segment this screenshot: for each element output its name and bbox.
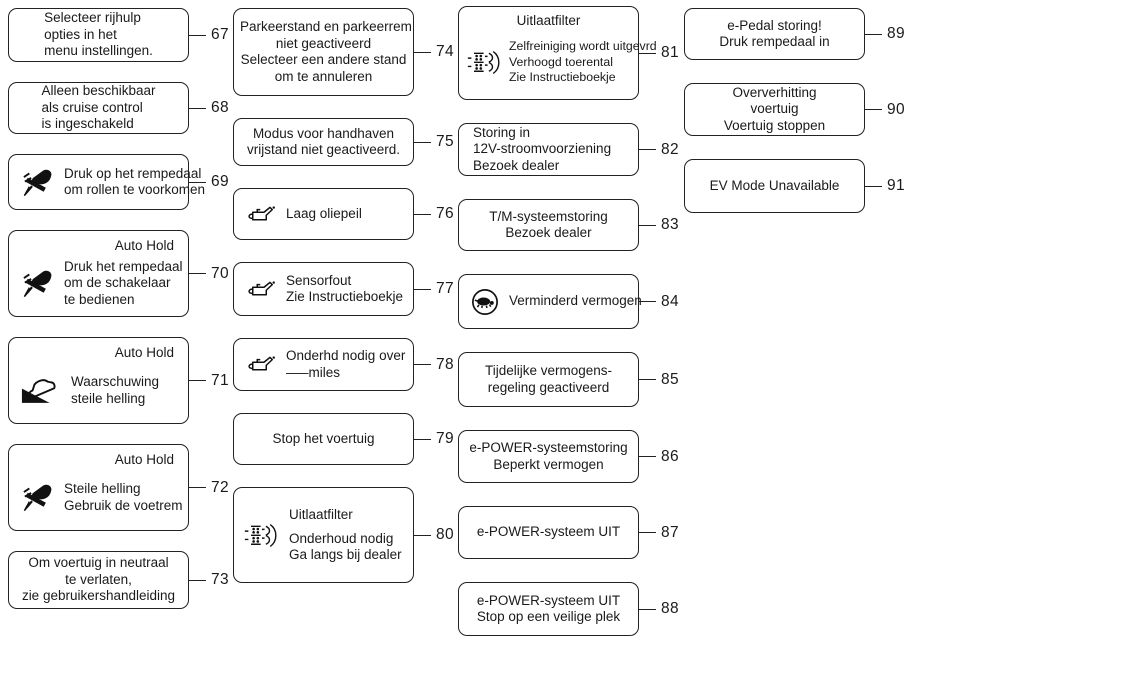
leader-line bbox=[414, 142, 431, 143]
message-line: ‒‒‒miles bbox=[286, 364, 341, 380]
box-body bbox=[15, 254, 182, 313]
box-body bbox=[465, 586, 632, 632]
leader-line bbox=[189, 487, 206, 488]
message-line: Bezoek dealer bbox=[505, 225, 592, 240]
message-line: Zie Instructieboekje bbox=[286, 289, 404, 304]
callout-number: 86 bbox=[661, 447, 680, 465]
exhaust-filter-icon bbox=[244, 522, 279, 549]
leader-line bbox=[639, 53, 656, 54]
message-line: Bezoek dealer bbox=[473, 157, 560, 173]
callout-number: 90 bbox=[887, 100, 906, 118]
message-line: e-POWER-systeem UIT bbox=[476, 592, 621, 608]
message-line: Verhoogd toerental bbox=[509, 54, 613, 69]
message-line: voertuig bbox=[750, 101, 799, 117]
message-line: Laag oliepeil bbox=[286, 205, 362, 221]
callout-number: 84 bbox=[661, 292, 680, 310]
callout-number: 87 bbox=[661, 523, 680, 541]
message-line: EV Mode Unavailable bbox=[709, 177, 840, 193]
box-body bbox=[240, 122, 407, 162]
message-box bbox=[233, 262, 414, 316]
message-box bbox=[233, 8, 414, 96]
message-row bbox=[233, 188, 454, 240]
message-text bbox=[41, 83, 155, 133]
box-body bbox=[15, 468, 182, 527]
car-on-slope-icon bbox=[21, 376, 61, 405]
box-body bbox=[15, 158, 206, 206]
brake-pedal-icon bbox=[21, 483, 54, 512]
message-text bbox=[465, 363, 632, 396]
message-line: is ingeschakeld bbox=[41, 116, 134, 132]
box-body bbox=[465, 278, 642, 325]
box-body bbox=[691, 163, 858, 209]
callout-number: 73 bbox=[211, 571, 230, 588]
message-text bbox=[691, 178, 858, 195]
message-line: te verlaten, bbox=[65, 571, 132, 587]
message-row bbox=[458, 199, 679, 251]
message-row bbox=[8, 8, 229, 62]
message-line: e-POWER-systeemstoring bbox=[469, 440, 628, 455]
message-text bbox=[691, 85, 858, 135]
message-row bbox=[233, 8, 454, 96]
message-box bbox=[458, 352, 639, 407]
column-2 bbox=[233, 8, 454, 583]
box-body bbox=[15, 361, 182, 420]
leader-line bbox=[189, 182, 206, 183]
message-text bbox=[691, 18, 858, 51]
message-line: te bedienen bbox=[64, 291, 135, 307]
leader-line bbox=[414, 52, 431, 53]
callout-number: 81 bbox=[661, 44, 680, 61]
message-line: als cruise control bbox=[41, 99, 143, 115]
message-line: T/M-systeemstoring bbox=[489, 208, 608, 224]
leader-line bbox=[414, 439, 431, 440]
message-text bbox=[289, 507, 402, 564]
box-body bbox=[240, 417, 407, 461]
box-body bbox=[240, 266, 407, 312]
message-row bbox=[458, 430, 679, 483]
oil-can-icon bbox=[246, 356, 276, 373]
message-line: Parkeerstand en parkeerrem bbox=[240, 19, 412, 34]
leader-line bbox=[865, 186, 882, 187]
callout-number: 85 bbox=[661, 370, 680, 388]
message-text bbox=[64, 259, 183, 309]
message-text bbox=[465, 593, 632, 626]
oil-can-icon bbox=[246, 206, 276, 223]
callout-number: 88 bbox=[661, 600, 680, 617]
message-text bbox=[465, 209, 632, 242]
message-text bbox=[240, 19, 412, 85]
message-line: Druk rempedaal in bbox=[719, 34, 830, 49]
message-line: Alleen beschikbaar bbox=[41, 83, 156, 99]
message-row bbox=[684, 159, 905, 213]
message-line: om rollen te voorkomen bbox=[64, 182, 206, 197]
message-box bbox=[684, 83, 865, 136]
message-line: Voertuig stoppen bbox=[723, 117, 826, 133]
message-line: niet geactiveerd bbox=[275, 35, 372, 51]
leader-line bbox=[414, 214, 431, 215]
callout-number: 91 bbox=[887, 177, 906, 194]
message-line: Selecteer een andere stand bbox=[240, 52, 407, 67]
box-body bbox=[15, 12, 182, 58]
message-box bbox=[458, 506, 639, 559]
callout-number: 77 bbox=[436, 280, 455, 297]
oil-can-icon bbox=[246, 281, 276, 298]
leader-line bbox=[189, 380, 206, 381]
box-body bbox=[465, 124, 632, 173]
message-line: Sensorfout bbox=[286, 272, 352, 288]
message-row bbox=[233, 262, 454, 316]
callout-number: 82 bbox=[661, 140, 680, 158]
message-text bbox=[286, 348, 405, 381]
column-3 bbox=[458, 6, 679, 636]
message-box bbox=[684, 8, 865, 60]
message-line: opties in het bbox=[44, 26, 117, 42]
box-title: Uitlaatfilter bbox=[289, 506, 353, 522]
callout-number: 83 bbox=[661, 216, 680, 233]
box-body bbox=[691, 84, 858, 133]
box-body bbox=[240, 491, 407, 579]
callout-number: 74 bbox=[436, 43, 455, 60]
box-body bbox=[465, 356, 632, 403]
callout-number: 80 bbox=[436, 526, 455, 543]
message-line: Druk het rempedaal bbox=[64, 258, 183, 274]
message-text bbox=[286, 273, 403, 306]
message-text bbox=[240, 431, 407, 448]
message-box bbox=[8, 337, 189, 424]
box-body bbox=[465, 203, 632, 247]
leader-line bbox=[639, 301, 656, 302]
box-body bbox=[240, 12, 412, 92]
message-box bbox=[8, 82, 189, 134]
message-line: Verminderd vermogen bbox=[509, 293, 642, 309]
message-box bbox=[8, 444, 189, 531]
message-text bbox=[64, 481, 183, 514]
box-body bbox=[15, 555, 182, 605]
box-body bbox=[691, 12, 858, 56]
message-line: Waarschuwing bbox=[71, 374, 160, 389]
box-header: Uitlaatfilter bbox=[516, 13, 581, 28]
callout-number: 89 bbox=[887, 25, 906, 42]
message-line: Onderhd nodig over bbox=[286, 348, 406, 363]
message-line: Beperkt vermogen bbox=[493, 456, 604, 472]
box-body bbox=[15, 83, 182, 132]
message-row bbox=[233, 118, 454, 166]
callout-number: 70 bbox=[211, 264, 230, 282]
message-line: regeling geactiveerd bbox=[487, 379, 610, 395]
column-4 bbox=[684, 8, 905, 213]
column-1 bbox=[8, 8, 229, 609]
message-line: vrijstand niet geactiveerd. bbox=[246, 142, 401, 157]
callout-number: 78 bbox=[436, 355, 455, 373]
message-line: Zie Instructieboekje bbox=[509, 70, 616, 85]
message-box bbox=[233, 338, 414, 391]
leader-line bbox=[865, 34, 882, 35]
turtle-icon bbox=[471, 288, 499, 316]
message-box bbox=[684, 159, 865, 213]
message-text bbox=[465, 524, 632, 541]
message-text bbox=[64, 166, 205, 199]
message-text bbox=[71, 374, 159, 407]
leader-line bbox=[189, 580, 206, 581]
message-line: e-POWER-systeem UIT bbox=[476, 524, 621, 540]
box-body bbox=[240, 192, 407, 236]
callout-number: 75 bbox=[436, 133, 455, 150]
message-box bbox=[458, 6, 657, 100]
message-line: Ga langs bij dealer bbox=[289, 547, 402, 562]
message-row bbox=[233, 413, 454, 465]
message-line: Tijdelijke vermogens- bbox=[484, 363, 613, 378]
message-box bbox=[233, 118, 414, 166]
leader-line bbox=[639, 379, 656, 380]
message-box bbox=[458, 430, 639, 483]
message-line: Selecteer rijhulp bbox=[44, 10, 141, 26]
message-box bbox=[8, 230, 189, 317]
message-line: Oververhitting bbox=[732, 84, 817, 100]
message-text bbox=[240, 126, 407, 159]
leader-line bbox=[639, 149, 656, 150]
message-line: Storing in bbox=[473, 124, 531, 140]
message-line: e-Pedal storing! bbox=[727, 17, 822, 33]
message-row bbox=[8, 551, 229, 609]
callout-number: 69 bbox=[211, 173, 230, 190]
message-row bbox=[233, 338, 454, 391]
callout-number: 68 bbox=[211, 99, 230, 116]
message-row bbox=[458, 274, 679, 329]
exhaust-filter-icon bbox=[467, 49, 502, 76]
message-box bbox=[233, 487, 414, 583]
message-row bbox=[684, 83, 905, 136]
callout-number: 79 bbox=[436, 430, 455, 447]
message-row bbox=[684, 8, 905, 60]
message-box bbox=[458, 582, 639, 636]
leader-line bbox=[639, 225, 656, 226]
message-line: menu instellingen. bbox=[44, 43, 153, 59]
message-box bbox=[233, 188, 414, 240]
message-box bbox=[458, 274, 642, 329]
callout-number: 67 bbox=[211, 26, 230, 43]
message-box bbox=[458, 199, 639, 251]
message-box bbox=[233, 413, 414, 465]
box-header: Auto Hold bbox=[114, 238, 174, 253]
message-row bbox=[458, 6, 679, 100]
message-line: steile helling bbox=[71, 390, 146, 406]
message-text bbox=[286, 206, 362, 223]
message-line: om te annuleren bbox=[274, 68, 373, 84]
message-line: Modus voor handhaven bbox=[252, 125, 395, 141]
leader-line bbox=[189, 273, 206, 274]
box-body bbox=[240, 342, 407, 387]
message-line: zie gebruikershandleiding bbox=[21, 588, 176, 604]
leader-line bbox=[639, 456, 656, 457]
box-body bbox=[465, 29, 657, 96]
leader-line bbox=[414, 364, 431, 365]
message-line: Gebruik de voetrem bbox=[64, 497, 183, 513]
message-row bbox=[233, 487, 454, 583]
message-text bbox=[15, 555, 182, 605]
box-body bbox=[465, 510, 632, 555]
message-row bbox=[458, 123, 679, 176]
leader-line bbox=[639, 609, 656, 610]
leader-line bbox=[865, 109, 882, 110]
brake-pedal-icon bbox=[21, 168, 54, 197]
message-row bbox=[8, 444, 229, 531]
message-row bbox=[8, 337, 229, 424]
message-line: Zelfreiniging wordt uitgevrd bbox=[509, 39, 657, 54]
brake-pedal-icon bbox=[21, 269, 54, 298]
message-line: Stop op een veilige plek bbox=[476, 609, 621, 624]
leader-line bbox=[414, 289, 431, 290]
message-row bbox=[458, 582, 679, 636]
box-header: Auto Hold bbox=[114, 452, 174, 467]
message-line: Druk op het rempedaal bbox=[64, 165, 202, 181]
message-text bbox=[509, 39, 657, 86]
message-line: 12V-stroomvoorziening bbox=[473, 141, 612, 157]
message-box bbox=[458, 123, 639, 176]
message-box bbox=[8, 154, 206, 210]
message-line: Steile helling bbox=[64, 481, 141, 496]
callout-number: 72 bbox=[211, 478, 230, 496]
message-line: Stop het voertuig bbox=[272, 430, 375, 446]
leader-line bbox=[189, 108, 206, 109]
leader-line bbox=[414, 535, 431, 536]
message-row bbox=[8, 82, 229, 134]
message-text bbox=[509, 293, 642, 310]
leader-line bbox=[189, 35, 206, 36]
message-text bbox=[465, 125, 611, 175]
message-text bbox=[44, 10, 153, 60]
message-line: Om voertuig in neutraal bbox=[28, 555, 169, 571]
message-text bbox=[465, 440, 632, 473]
message-box bbox=[8, 551, 189, 609]
box-body bbox=[465, 434, 632, 479]
message-row bbox=[8, 230, 229, 317]
message-row bbox=[458, 352, 679, 407]
box-header: Auto Hold bbox=[114, 345, 174, 360]
message-row bbox=[8, 154, 229, 210]
callout-number: 71 bbox=[211, 371, 230, 389]
message-box bbox=[8, 8, 189, 62]
message-line: Onderhoud nodig bbox=[289, 530, 394, 546]
leader-line bbox=[639, 532, 656, 533]
callout-number: 76 bbox=[436, 205, 455, 222]
message-line: om de schakelaar bbox=[64, 275, 171, 291]
message-row bbox=[458, 506, 679, 559]
